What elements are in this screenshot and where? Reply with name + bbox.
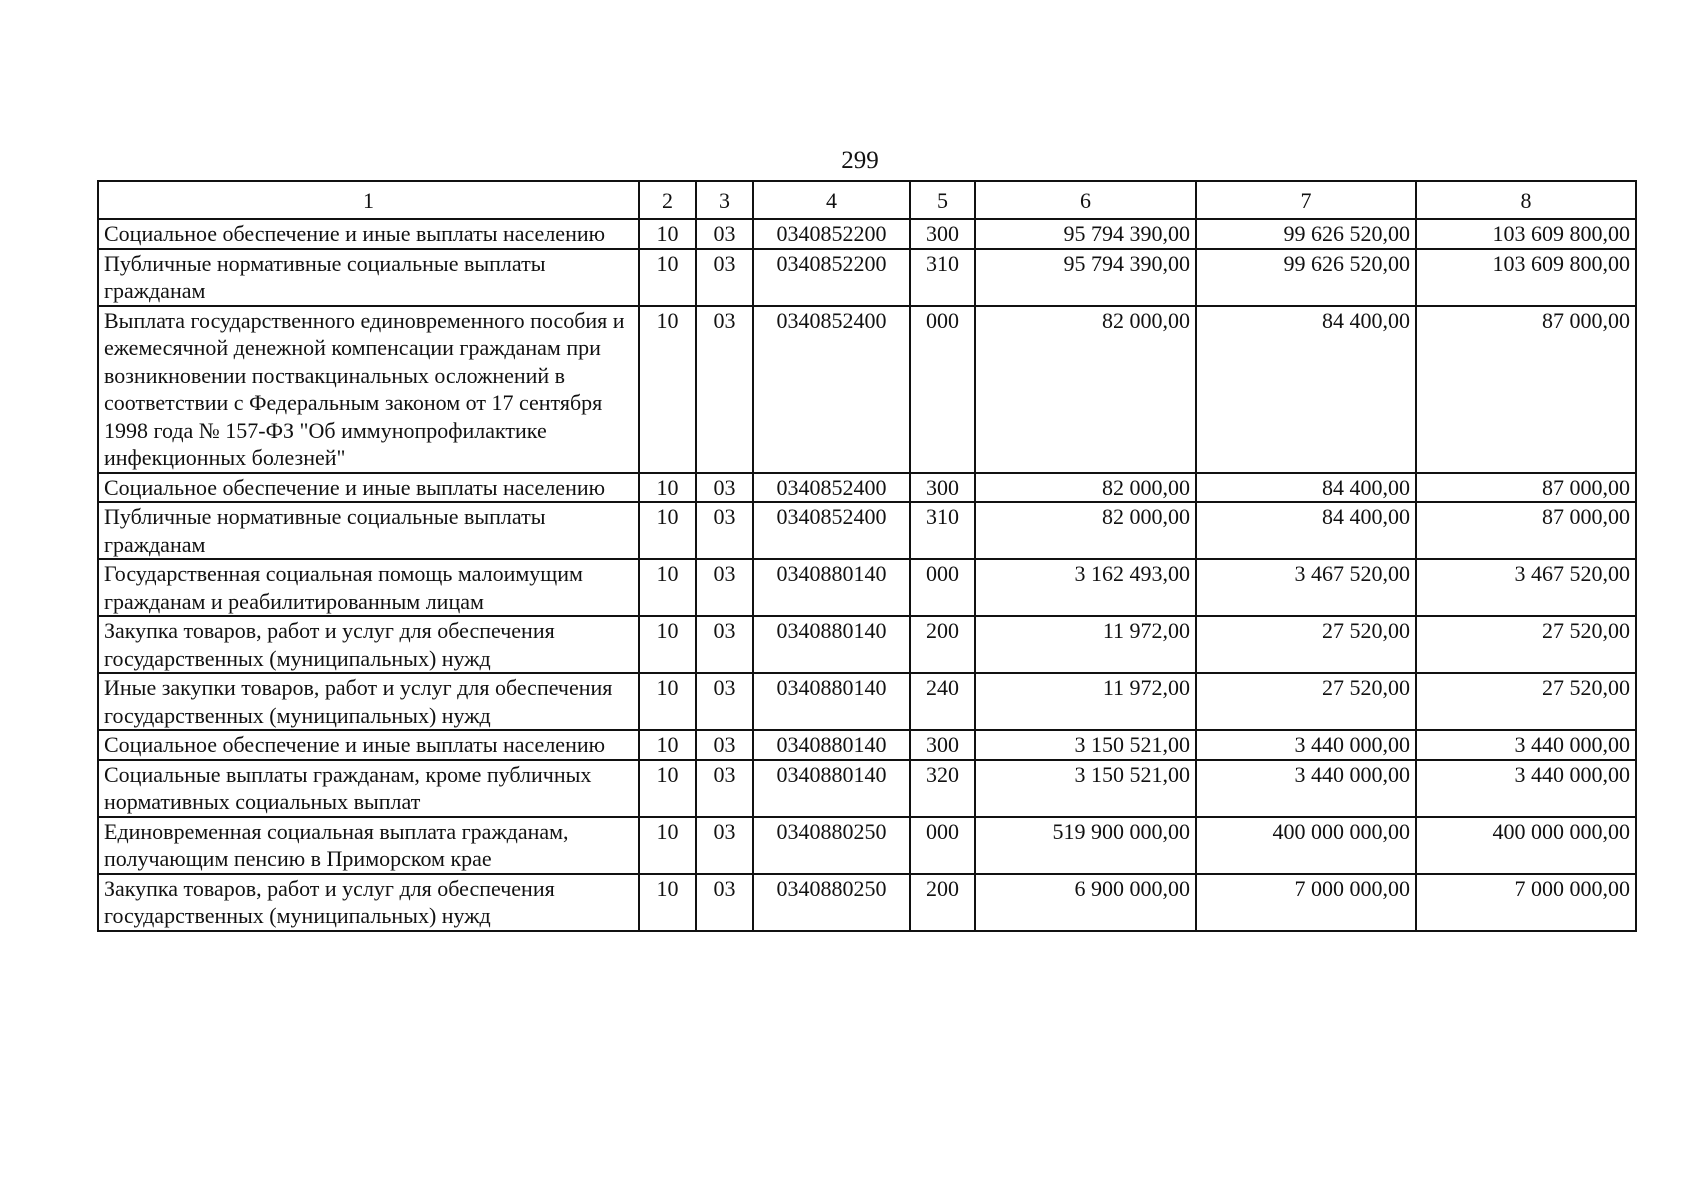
row-name-cell: Социальное обеспечение и иные выплаты населению [98, 730, 639, 760]
row-col4-cell: 0340852400 [753, 306, 910, 473]
column-header-1: 1 [98, 181, 639, 219]
row-col5-cell: 300 [910, 473, 975, 503]
column-header-5: 5 [910, 181, 975, 219]
row-amount-col7-cell: 27 520,00 [1196, 616, 1416, 673]
column-header-6: 6 [975, 181, 1196, 219]
row-col3-cell: 03 [696, 306, 753, 473]
row-col2-cell: 10 [639, 502, 696, 559]
row-amount-col8-cell: 400 000 000,00 [1416, 817, 1636, 874]
row-col4-cell: 0340852400 [753, 502, 910, 559]
row-col3-cell: 03 [696, 559, 753, 616]
row-amount-col8-cell: 103 609 800,00 [1416, 249, 1636, 306]
budget-table [97, 180, 1637, 932]
row-name-cell: Социальное обеспечение и иные выплаты населению [98, 473, 639, 503]
row-col4-cell: 0340852400 [753, 473, 910, 503]
row-col4-cell: 0340880140 [753, 760, 910, 817]
row-amount-col7-cell: 84 400,00 [1196, 306, 1416, 473]
row-col5-cell: 000 [910, 559, 975, 616]
row-col3-cell: 03 [696, 673, 753, 730]
row-name-cell: Иные закупки товаров, работ и услуг для обеспечения государственных (муниципальных) нужд [98, 673, 639, 730]
table-row [98, 249, 1636, 306]
row-name-cell: Социальное обеспечение и иные выплаты населению [98, 219, 639, 249]
row-amount-col8-cell: 87 000,00 [1416, 473, 1636, 503]
row-col2-cell: 10 [639, 874, 696, 931]
row-name-cell: Выплата государственного единовременного пособия и ежемесячной денежной компенсации гражданам при возникновении поствакцинальных осложнений в соответствии с Федеральным законом от 17 сентября 1998 года № 157-ФЗ "Об иммунопрофилактике инфекционных болезней" [98, 306, 639, 473]
table-row [98, 502, 1636, 559]
table-row [98, 559, 1636, 616]
row-col4-cell: 0340880140 [753, 616, 910, 673]
row-col3-cell: 03 [696, 249, 753, 306]
row-amount-col8-cell: 87 000,00 [1416, 502, 1636, 559]
row-col2-cell: 10 [639, 249, 696, 306]
row-col5-cell: 320 [910, 760, 975, 817]
row-amount-col6-cell: 3 150 521,00 [975, 760, 1196, 817]
row-col3-cell: 03 [696, 730, 753, 760]
row-amount-col7-cell: 3 467 520,00 [1196, 559, 1416, 616]
row-col4-cell: 0340880250 [753, 874, 910, 931]
row-col2-cell: 10 [639, 817, 696, 874]
row-col4-cell: 0340852200 [753, 249, 910, 306]
row-col5-cell: 000 [910, 817, 975, 874]
row-col4-cell: 0340852200 [753, 219, 910, 249]
row-col2-cell: 10 [639, 616, 696, 673]
table-row [98, 760, 1636, 817]
row-amount-col6-cell: 95 794 390,00 [975, 249, 1196, 306]
row-col4-cell: 0340880140 [753, 673, 910, 730]
page-number: 299 [841, 147, 879, 174]
row-col2-cell: 10 [639, 473, 696, 503]
row-amount-col7-cell: 3 440 000,00 [1196, 760, 1416, 817]
row-amount-col6-cell: 519 900 000,00 [975, 817, 1196, 874]
row-amount-col8-cell: 7 000 000,00 [1416, 874, 1636, 931]
table-row [98, 616, 1636, 673]
column-header-4: 4 [753, 181, 910, 219]
row-col3-cell: 03 [696, 760, 753, 817]
table-row [98, 730, 1636, 760]
row-amount-col7-cell: 84 400,00 [1196, 473, 1416, 503]
row-amount-col8-cell: 3 440 000,00 [1416, 730, 1636, 760]
column-header-7: 7 [1196, 181, 1416, 219]
row-col2-cell: 10 [639, 673, 696, 730]
row-col5-cell: 300 [910, 730, 975, 760]
row-col2-cell: 10 [639, 306, 696, 473]
row-col3-cell: 03 [696, 616, 753, 673]
row-col5-cell: 000 [910, 306, 975, 473]
row-amount-col7-cell: 27 520,00 [1196, 673, 1416, 730]
table-header-row [98, 181, 1636, 219]
row-amount-col7-cell: 99 626 520,00 [1196, 219, 1416, 249]
table-row [98, 817, 1636, 874]
row-col2-cell: 10 [639, 219, 696, 249]
row-col5-cell: 300 [910, 219, 975, 249]
row-col3-cell: 03 [696, 473, 753, 503]
row-amount-col8-cell: 87 000,00 [1416, 306, 1636, 473]
table-row [98, 473, 1636, 503]
table-row [98, 306, 1636, 473]
column-header-8: 8 [1416, 181, 1636, 219]
row-col4-cell: 0340880250 [753, 817, 910, 874]
table-row [98, 219, 1636, 249]
row-amount-col6-cell: 11 972,00 [975, 673, 1196, 730]
row-amount-col7-cell: 400 000 000,00 [1196, 817, 1416, 874]
row-name-cell: Государственная социальная помощь малоимущим гражданам и реабилитированным лицам [98, 559, 639, 616]
row-amount-col7-cell: 84 400,00 [1196, 502, 1416, 559]
row-amount-col6-cell: 82 000,00 [975, 473, 1196, 503]
row-amount-col8-cell: 27 520,00 [1416, 673, 1636, 730]
row-amount-col6-cell: 11 972,00 [975, 616, 1196, 673]
row-amount-col8-cell: 103 609 800,00 [1416, 219, 1636, 249]
row-col3-cell: 03 [696, 502, 753, 559]
row-amount-col6-cell: 82 000,00 [975, 306, 1196, 473]
row-col4-cell: 0340880140 [753, 730, 910, 760]
row-name-cell: Публичные нормативные социальные выплаты гражданам [98, 502, 639, 559]
row-col5-cell: 240 [910, 673, 975, 730]
row-amount-col8-cell: 3 440 000,00 [1416, 760, 1636, 817]
column-header-3: 3 [696, 181, 753, 219]
row-col2-cell: 10 [639, 559, 696, 616]
row-col3-cell: 03 [696, 874, 753, 931]
row-name-cell: Единовременная социальная выплата гражданам, получающим пенсию в Приморском крае [98, 817, 639, 874]
column-header-2: 2 [639, 181, 696, 219]
table-row [98, 874, 1636, 931]
row-col5-cell: 310 [910, 249, 975, 306]
row-amount-col6-cell: 3 162 493,00 [975, 559, 1196, 616]
row-amount-col7-cell: 3 440 000,00 [1196, 730, 1416, 760]
table-row [98, 673, 1636, 730]
row-amount-col6-cell: 6 900 000,00 [975, 874, 1196, 931]
row-amount-col8-cell: 27 520,00 [1416, 616, 1636, 673]
row-name-cell: Социальные выплаты гражданам, кроме публичных нормативных социальных выплат [98, 760, 639, 817]
row-name-cell: Публичные нормативные социальные выплаты гражданам [98, 249, 639, 306]
row-col5-cell: 310 [910, 502, 975, 559]
row-name-cell: Закупка товаров, работ и услуг для обеспечения государственных (муниципальных) нужд [98, 874, 639, 931]
row-amount-col6-cell: 82 000,00 [975, 502, 1196, 559]
row-col4-cell: 0340880140 [753, 559, 910, 616]
row-col2-cell: 10 [639, 730, 696, 760]
row-name-cell: Закупка товаров, работ и услуг для обеспечения государственных (муниципальных) нужд [98, 616, 639, 673]
row-amount-col6-cell: 95 794 390,00 [975, 219, 1196, 249]
row-amount-col8-cell: 3 467 520,00 [1416, 559, 1636, 616]
row-amount-col7-cell: 7 000 000,00 [1196, 874, 1416, 931]
row-col3-cell: 03 [696, 219, 753, 249]
row-amount-col6-cell: 3 150 521,00 [975, 730, 1196, 760]
row-col5-cell: 200 [910, 616, 975, 673]
row-amount-col7-cell: 99 626 520,00 [1196, 249, 1416, 306]
row-col2-cell: 10 [639, 760, 696, 817]
row-col5-cell: 200 [910, 874, 975, 931]
row-col3-cell: 03 [696, 817, 753, 874]
